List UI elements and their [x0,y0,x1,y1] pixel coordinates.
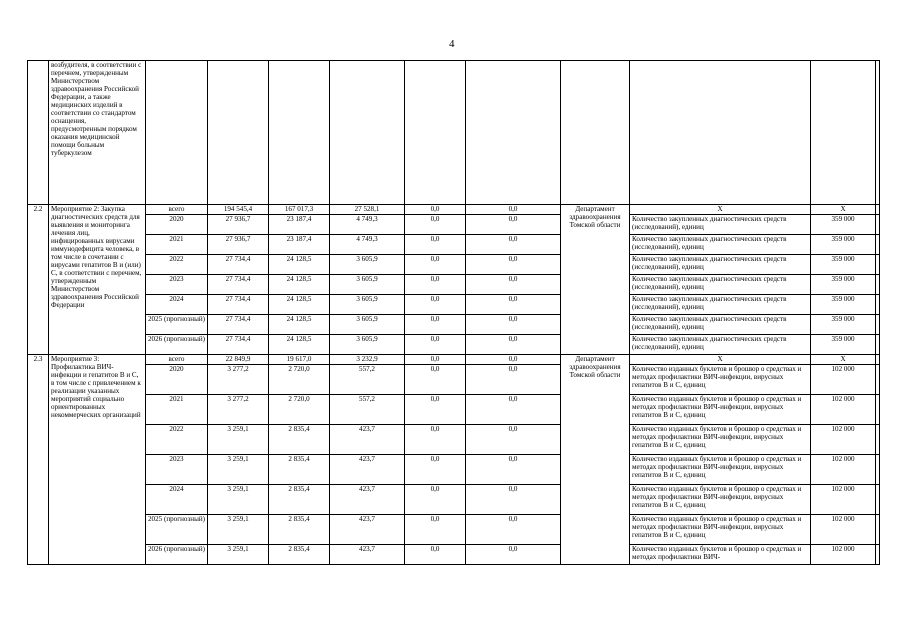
year-cell: 2023 [146,455,208,485]
edge-cell [876,365,880,395]
regional-cell: 3 605,9 [330,275,405,295]
indicator-value-cell: 359 000 [811,315,876,335]
local-cell: 0,0 [405,365,466,395]
edge-cell [876,335,880,355]
indicator-value-cell: 359 000 [811,335,876,355]
total-cell: 3 259,1 [208,485,269,515]
table-row [28,545,880,565]
indicator-cell: Количество закупленных диагностических средств (исследований), единиц [630,335,811,355]
continuation-index-cell [28,61,49,205]
federal-cell: 19 617,0 [269,355,330,365]
federal-cell: 24 128,5 [269,295,330,315]
indicator-value-cell: X [811,355,876,365]
table-row [28,425,880,455]
edge-cell [876,315,880,335]
federal-cell: 23 187,4 [269,235,330,255]
other-cell: 0,0 [466,295,561,315]
other-cell: 0,0 [466,545,561,565]
regional-cell: 27 528,1 [330,205,405,215]
indicator-cell: Количество изданных буклетов и брошюр о средствах и методах профилактики ВИЧ-инфекции, вирусных гепатитов B и C, единиц [630,425,811,455]
responsible-executor: Департамент здравоохранения Томской области [561,205,630,355]
edge-cell [876,515,880,545]
local-cell: 0,0 [405,315,466,335]
local-cell: 0,0 [405,485,466,515]
year-cell: 2024 [146,485,208,515]
regional-cell: 3 605,9 [330,335,405,355]
federal-cell: 2 835,4 [269,485,330,515]
federal-cell: 24 128,5 [269,315,330,335]
table-row [28,335,880,355]
regional-cell: 3 605,9 [330,315,405,335]
edge-cell [876,355,880,365]
indicator-value-cell: 102 000 [811,455,876,485]
table-row [28,275,880,295]
indicator-cell: Количество закупленных диагностических средств (исследований), единиц [630,215,811,235]
edge-cell [876,235,880,255]
other-cell: 0,0 [466,455,561,485]
indicator-cell: Количество изданных буклетов и брошюр о средствах и методах профилактики ВИЧ-инфекции, вирусных гепатитов B и C, единиц [630,455,811,485]
local-cell: 0,0 [405,355,466,365]
other-cell: 0,0 [466,335,561,355]
total-cell: 194 545,4 [208,205,269,215]
total-cell: 3 259,1 [208,545,269,565]
indicator-value-cell: X [811,205,876,215]
local-cell: 0,0 [405,515,466,545]
regional-cell: 3 605,9 [330,255,405,275]
edge-cell [876,255,880,275]
year-cell: 2021 [146,235,208,255]
total-cell: 3 259,1 [208,515,269,545]
indicator-value-cell: 102 000 [811,425,876,455]
regional-cell: 557,2 [330,365,405,395]
table-row [28,235,880,255]
federal-cell: 24 128,5 [269,275,330,295]
regional-cell: 3 605,9 [330,295,405,315]
total-cell: 27 936,7 [208,235,269,255]
local-cell: 0,0 [405,335,466,355]
indicator-cell: X [630,205,811,215]
year-cell: 2023 [146,275,208,295]
table-row [28,515,880,545]
year-cell: 2020 [146,215,208,235]
year-cell: 2021 [146,395,208,425]
federal-cell: 2 835,4 [269,455,330,485]
indicator-value-cell: 102 000 [811,485,876,515]
indicator-cell: Количество закупленных диагностических средств (исследований), единиц [630,275,811,295]
indicator-value-cell: 359 000 [811,215,876,235]
edge-cell [876,215,880,235]
regional-cell: 4 749,3 [330,215,405,235]
total-cell: 3 277,2 [208,395,269,425]
year-cell: 2022 [146,425,208,455]
federal-cell: 24 128,5 [269,335,330,355]
table-row [28,485,880,515]
continuation-row [28,61,880,205]
federal-cell: 2 720,0 [269,395,330,425]
indicator-cell: X [630,355,811,365]
federal-cell: 2 835,4 [269,545,330,565]
other-cell: 0,0 [466,355,561,365]
indicator-cell: Количество изданных буклетов и брошюр о средствах и методах профилактики ВИЧ-инфекции, вирусных гепатитов B и C, единиц [630,395,811,425]
edge-cell [876,275,880,295]
regional-cell: 557,2 [330,395,405,425]
indicator-cell: Количество изданных буклетов и брошюр о средствах и методах профилактики ВИЧ-инфекции, вирусных гепатитов B и C, единиц [630,515,811,545]
federal-cell: 2 835,4 [269,425,330,455]
table-row [28,455,880,485]
year-cell: 2024 [146,295,208,315]
year-cell: 2022 [146,255,208,275]
other-cell: 0,0 [466,215,561,235]
year-cell: всего [146,205,208,215]
indicator-value-cell: 102 000 [811,365,876,395]
indicator-value-cell: 359 000 [811,295,876,315]
local-cell: 0,0 [405,545,466,565]
page-number: 4 [449,38,455,50]
federal-cell: 2 720,0 [269,365,330,395]
edge-cell [876,545,880,565]
indicator-value-cell: 102 000 [811,395,876,425]
other-cell: 0,0 [466,315,561,335]
indicator-cell: Количество изданных буклетов и брошюр о средствах и методах профилактики ВИЧ-инфекции, вирусных гепатитов B и C, единиц [630,365,811,395]
section-title: Мероприятие 2: Закупка диагностических средств для выявления и мониторинга лечения лиц, инфицированных вирусами иммунодефицита человека, в том числе в сочетании с вирусами гепатитов B и (или) C, в соответствии с перечнем, утвержденным Министерством здравоохранения Российской Федерации [49,205,146,355]
table-body [28,61,880,565]
table-row [28,215,880,235]
continuation-description: возбудителя, в соответствии с перечнем, утвержденным Министерством здравоохранения Российской Федерации, а также медицинских изделий в соответствии со стандартом оснащения, предусмотренным порядком оказания медицинской помощи больным туберкулезом [49,61,146,205]
local-cell: 0,0 [405,205,466,215]
local-cell: 0,0 [405,455,466,485]
table-row [28,295,880,315]
total-cell: 27 734,4 [208,295,269,315]
indicator-cell: Количество изданных буклетов и брошюр о средствах и методах профилактики ВИЧ- [630,545,811,565]
regional-cell: 423,7 [330,455,405,485]
regional-cell: 4 749,3 [330,235,405,255]
year-cell: 2026 (прогнозный) [146,335,208,355]
total-cell: 3 277,2 [208,365,269,395]
indicator-cell: Количество изданных буклетов и брошюр о средствах и методах профилактики ВИЧ-инфекции, вирусных гепатитов B и C, единиц [630,485,811,515]
edge-cell [876,425,880,455]
regional-cell: 423,7 [330,485,405,515]
section-title: Мероприятие 3: Профилактика ВИЧ-инфекции и гепатитов B и C, в том числе с привлечением к реализации указанных мероприятий социально ориентированных некоммерческих организаций [49,355,146,565]
regional-cell: 3 232,9 [330,355,405,365]
total-cell: 27 734,4 [208,255,269,275]
indicator-cell: Количество закупленных диагностических средств (исследований), единиц [630,255,811,275]
other-cell: 0,0 [466,485,561,515]
other-cell: 0,0 [466,515,561,545]
responsible-executor: Департамент здравоохранения Томской области [561,355,630,565]
federal-cell: 24 128,5 [269,255,330,275]
other-cell: 0,0 [466,255,561,275]
total-cell: 27 734,4 [208,315,269,335]
year-cell: 2025 (прогнозный) [146,315,208,335]
other-cell: 0,0 [466,425,561,455]
year-cell: 2025 (прогнозный) [146,515,208,545]
local-cell: 0,0 [405,395,466,425]
table-row [28,395,880,425]
indicator-value-cell: 359 000 [811,235,876,255]
federal-cell: 23 187,4 [269,215,330,235]
indicator-value-cell: 102 000 [811,545,876,565]
section-index: 2.2 [28,205,49,355]
local-cell: 0,0 [405,215,466,235]
regional-cell: 423,7 [330,545,405,565]
indicator-cell: Количество закупленных диагностических средств (исследований), единиц [630,315,811,335]
local-cell: 0,0 [405,425,466,455]
other-cell: 0,0 [466,235,561,255]
table-row [28,365,880,395]
total-cell: 3 259,1 [208,455,269,485]
regional-cell: 423,7 [330,425,405,455]
edge-cell [876,485,880,515]
table-row [28,205,880,215]
local-cell: 0,0 [405,275,466,295]
table-row [28,355,880,365]
other-cell: 0,0 [466,205,561,215]
edge-cell [876,205,880,215]
edge-cell [876,395,880,425]
total-cell: 27 734,4 [208,275,269,295]
federal-cell: 167 017,3 [269,205,330,215]
indicator-value-cell: 359 000 [811,275,876,295]
year-cell: 2020 [146,365,208,395]
total-cell: 22 849,9 [208,355,269,365]
section-index: 2.3 [28,355,49,565]
total-cell: 3 259,1 [208,425,269,455]
indicator-cell: Количество закупленных диагностических средств (исследований), единиц [630,295,811,315]
other-cell: 0,0 [466,365,561,395]
indicator-cell: Количество закупленных диагностических средств (исследований), единиц [630,235,811,255]
other-cell: 0,0 [466,275,561,295]
total-cell: 27 734,4 [208,335,269,355]
indicator-value-cell: 359 000 [811,255,876,275]
regional-cell: 423,7 [330,515,405,545]
local-cell: 0,0 [405,295,466,315]
federal-cell: 2 835,4 [269,515,330,545]
year-cell: 2026 (прогнозный) [146,545,208,565]
local-cell: 0,0 [405,255,466,275]
table-row [28,315,880,335]
edge-cell [876,455,880,485]
table-row [28,255,880,275]
total-cell: 27 936,7 [208,215,269,235]
edge-cell [876,295,880,315]
local-cell: 0,0 [405,235,466,255]
other-cell: 0,0 [466,395,561,425]
year-cell: всего [146,355,208,365]
program-table [27,60,880,565]
indicator-value-cell: 102 000 [811,515,876,545]
